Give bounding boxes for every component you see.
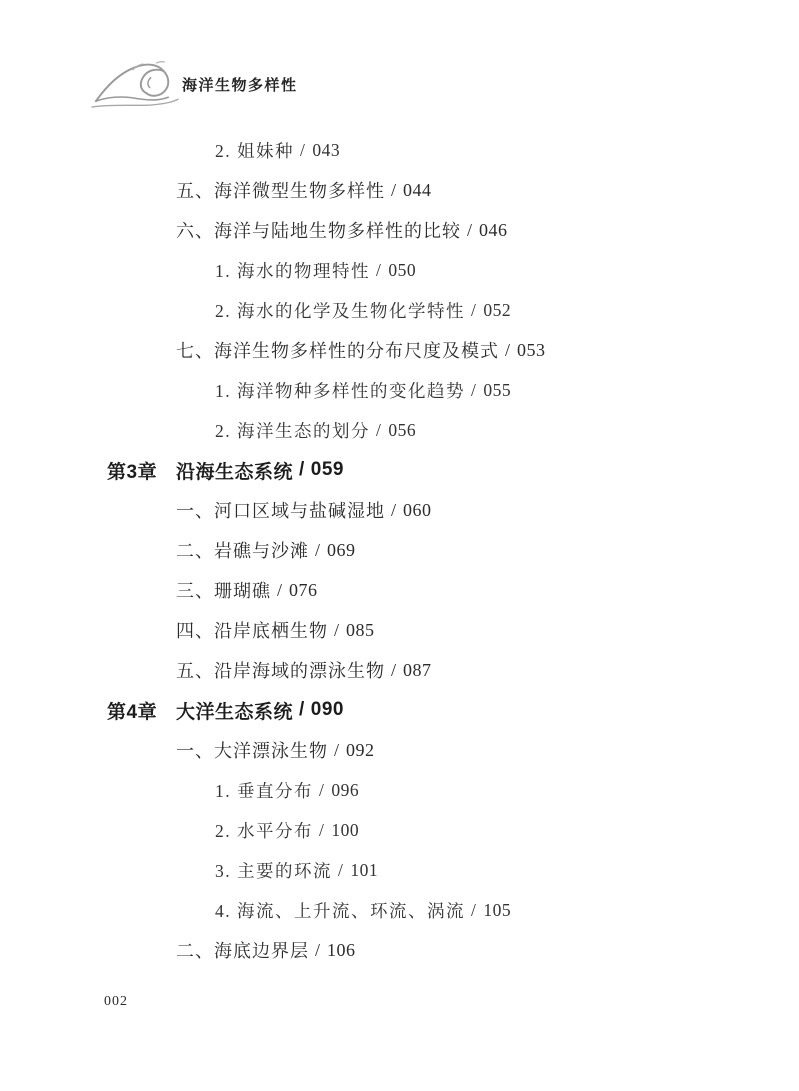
toc-entry-title: 1. 海洋物种多样性的变化趋势 [215,380,465,401]
wave-logo-icon [90,58,180,114]
toc-entry-section [0,330,799,370]
toc-entry-title: 4. 海流、上升流、环流、涡流 [215,900,465,921]
toc-entry-page: 106 [327,939,356,960]
toc-entry-title: 二、海底边界层 [176,941,309,961]
toc-entry-page: 046 [479,219,508,240]
toc-entry-section [0,530,799,570]
toc-entry-section [0,650,799,690]
toc-entry-page: 050 [388,259,417,280]
toc-entry-page: 052 [483,299,512,320]
toc-entry-page: 096 [331,779,360,800]
toc-entry-title: 六、海洋与陆地生物多样性的比较 [176,221,461,241]
toc-separator: / [319,819,326,840]
toc-entry-section [0,490,799,530]
toc-entry-page: 092 [346,739,375,760]
toc-separator: / [376,419,383,440]
toc-separator: / [391,179,398,200]
toc-entry-section [0,170,799,210]
toc-entry-title: 1. 垂直分布 [215,780,313,801]
toc-entry-sub [0,810,799,850]
toc-entry-chapter [0,450,799,490]
toc-entry-page: 056 [388,419,417,440]
toc-entry-sub [0,850,799,890]
toc-entry-page: 044 [403,179,432,200]
toc-entry-title: 一、河口区域与盐碱湿地 [176,501,385,521]
page-header [90,58,298,114]
toc-separator: / [471,379,478,400]
toc-entry-page: 105 [483,899,512,920]
chapter-number: 第3章 [107,461,158,483]
chapter-number: 第4章 [107,701,158,723]
toc-entry-sub [0,130,799,170]
book-title: 海洋生物多样性 [182,76,298,94]
toc-entry-page: 060 [403,499,432,520]
toc-entry-page: 100 [331,819,360,840]
toc-entry-sub [0,410,799,450]
toc-entry-sub [0,770,799,810]
toc-entry-sub [0,250,799,290]
toc-entry-page: 087 [403,659,432,680]
toc-entry-title: 沿海生态系统 [176,461,294,483]
toc-separator: / [505,339,512,360]
toc-entry-title: 四、沿岸底栖生物 [176,621,328,641]
toc-entry-page: 059 [310,459,344,480]
toc-separator: / [319,779,326,800]
page-number: 002 [104,994,128,1009]
toc-entry-page: 085 [346,619,375,640]
toc-list [0,130,799,970]
toc-entry-title: 大洋生态系统 [176,701,294,723]
toc-entry-title: 五、海洋微型生物多样性 [176,181,385,201]
toc-entry-title: 一、大洋漂泳生物 [176,741,328,761]
toc-entry-page: 069 [327,539,356,560]
toc-separator: / [376,259,383,280]
toc-entry-section [0,930,799,970]
toc-separator: / [299,459,305,480]
toc-entry-section [0,730,799,770]
toc-separator: / [391,659,398,680]
toc-separator: / [334,739,341,760]
toc-entry-page: 043 [312,139,341,160]
toc-entry-section [0,210,799,250]
toc-entry-title: 2. 海洋生态的划分 [215,420,370,441]
toc-entry-sub [0,890,799,930]
toc-separator: / [334,619,341,640]
toc-entry-section [0,570,799,610]
toc-entry-chapter [0,690,799,730]
toc-entry-page: 076 [289,579,318,600]
toc-entry-title: 二、岩礁与沙滩 [176,541,309,561]
toc-entry-title: 2. 姐妹种 [215,140,294,161]
toc-separator: / [467,219,474,240]
toc-separator: / [471,299,478,320]
toc-entry-title: 2. 水平分布 [215,820,313,841]
toc-entry-sub [0,370,799,410]
toc-entry-page: 053 [517,339,546,360]
toc-entry-title: 3. 主要的环流 [215,860,332,881]
toc-separator: / [315,939,322,960]
toc-entry-title: 七、海洋生物多样性的分布尺度及模式 [176,341,499,361]
page-footer [104,994,128,1010]
toc-entry-sub [0,290,799,330]
toc-separator: / [277,579,284,600]
toc-entry-page: 055 [483,379,512,400]
toc-entry-title: 2. 海水的化学及生物化学特性 [215,300,465,321]
toc-entry-section [0,610,799,650]
toc-entry-page: 101 [350,859,379,880]
toc-separator: / [315,539,322,560]
toc-separator: / [299,699,305,720]
toc-entry-title: 1. 海水的物理特性 [215,260,370,281]
toc-separator: / [338,859,345,880]
toc-separator: / [471,899,478,920]
toc-entry-page: 090 [310,699,344,720]
toc-separator: / [391,499,398,520]
toc-entry-title: 五、沿岸海域的漂泳生物 [176,661,385,681]
toc-separator: / [300,139,307,160]
toc-entry-title: 三、珊瑚礁 [176,581,271,601]
